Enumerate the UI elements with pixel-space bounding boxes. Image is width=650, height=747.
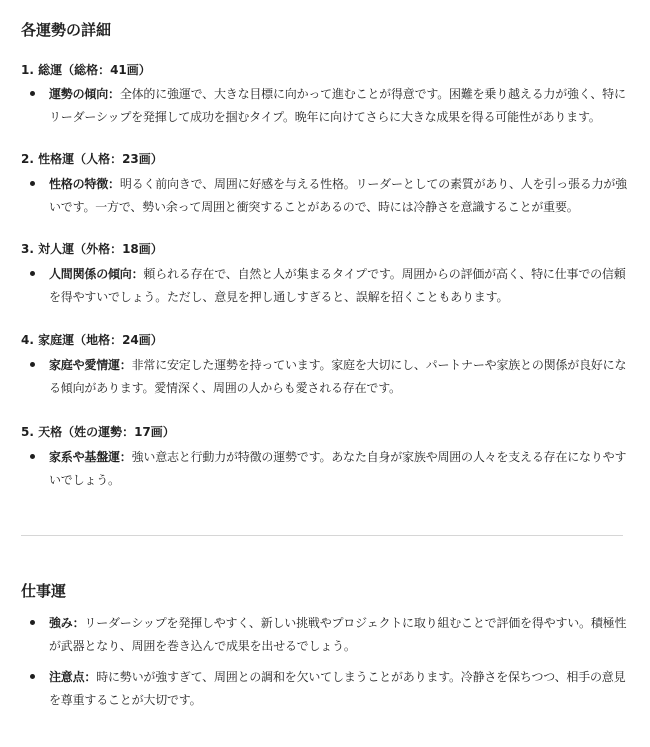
list-item-body: 全体的に強運で、大きな目標に向かって進むことが得意です。困難を乗り越える力が強く、特にリーダーシップを発揮して成功を掴むタイプ。晩年に向けてさらに大きな成果を得る可能性があります。 <box>49 87 626 124</box>
bullet-dot <box>30 362 35 367</box>
list-item-body: 強い意志と行動力が特徴の運勢です。あなた自身が家族や周囲の人々を支える存在になりやすいでしょう。 <box>49 450 627 487</box>
bullet-dot <box>30 181 35 186</box>
item-heading-personality-luck: 2. 性格運（人格：23画） <box>21 152 163 166</box>
list-item-body: 頼られる存在で、自然と人が集まるタイプです。周囲からの評価が高く、特に仕事での信頼を得やすいでしょう。ただし、意見を押し通しすぎると、誤解を招くこともあります。 <box>49 267 626 304</box>
list-item-text <box>49 263 627 309</box>
bullet-dot <box>30 91 35 96</box>
list-item-label: 性格の特徴： <box>49 177 120 191</box>
list-item-text <box>49 83 627 129</box>
list-item-body: リーダーシップを発揮しやすく、新しい挑戦やプロジェクトに取り組むことで評価を得やすい。積極性が武器となり、周囲を巻き込んで成果を出せるでしょう。 <box>49 616 627 653</box>
list-item-label: 注意点： <box>49 670 97 684</box>
list-item-label: 人間関係の傾向： <box>49 267 144 281</box>
bullet-dot <box>30 674 35 679</box>
bullet-dot <box>30 454 35 459</box>
list-item-text <box>49 666 627 712</box>
item-heading-heaven-luck: 5. 天格（姓の運勢：17画） <box>21 425 175 439</box>
list-item-text <box>49 446 627 492</box>
list-item-body: 非常に安定した運勢を持っています。家庭を大切にし、パートナーや家族との関係が良好になる傾向があります。愛情深く、周囲の人からも愛される存在です。 <box>49 358 627 395</box>
section-title-work-luck: 仕事運 <box>21 582 67 600</box>
list-item-label: 強み： <box>49 616 85 630</box>
item-heading-family-luck: 4. 家庭運（地格：24画） <box>21 333 163 347</box>
item-heading-relations-luck: 3. 対人運（外格：18画） <box>21 242 163 256</box>
list-item-body: 時に勢いが強すぎて、周囲との調和を欠いてしまうことがあります。冷静さを保ちつつ、相手の意見を尊重することが大切です。 <box>49 670 626 707</box>
list-item-text <box>49 173 627 219</box>
list-item-text <box>49 612 627 658</box>
section-title-details: 各運勢の詳細 <box>21 21 112 39</box>
bullet-dot <box>30 620 35 625</box>
section-divider <box>21 535 623 536</box>
list-item-label: 運勢の傾向： <box>49 87 120 101</box>
item-heading-total-luck: 1. 総運（総格：41画） <box>21 63 151 77</box>
list-item-body: 明るく前向きで、周囲に好感を与える性格。リーダーとしての素質があり、人を引っ張る力が強いです。一方で、勢い余って周囲と衝突することがあるので、時には冷静さを意識することが重要。 <box>49 177 627 214</box>
bullet-dot <box>30 271 35 276</box>
list-item-label: 家系や基盤運： <box>49 450 132 464</box>
list-item-label: 家庭や愛情運： <box>49 358 132 372</box>
list-item-text <box>49 354 627 400</box>
